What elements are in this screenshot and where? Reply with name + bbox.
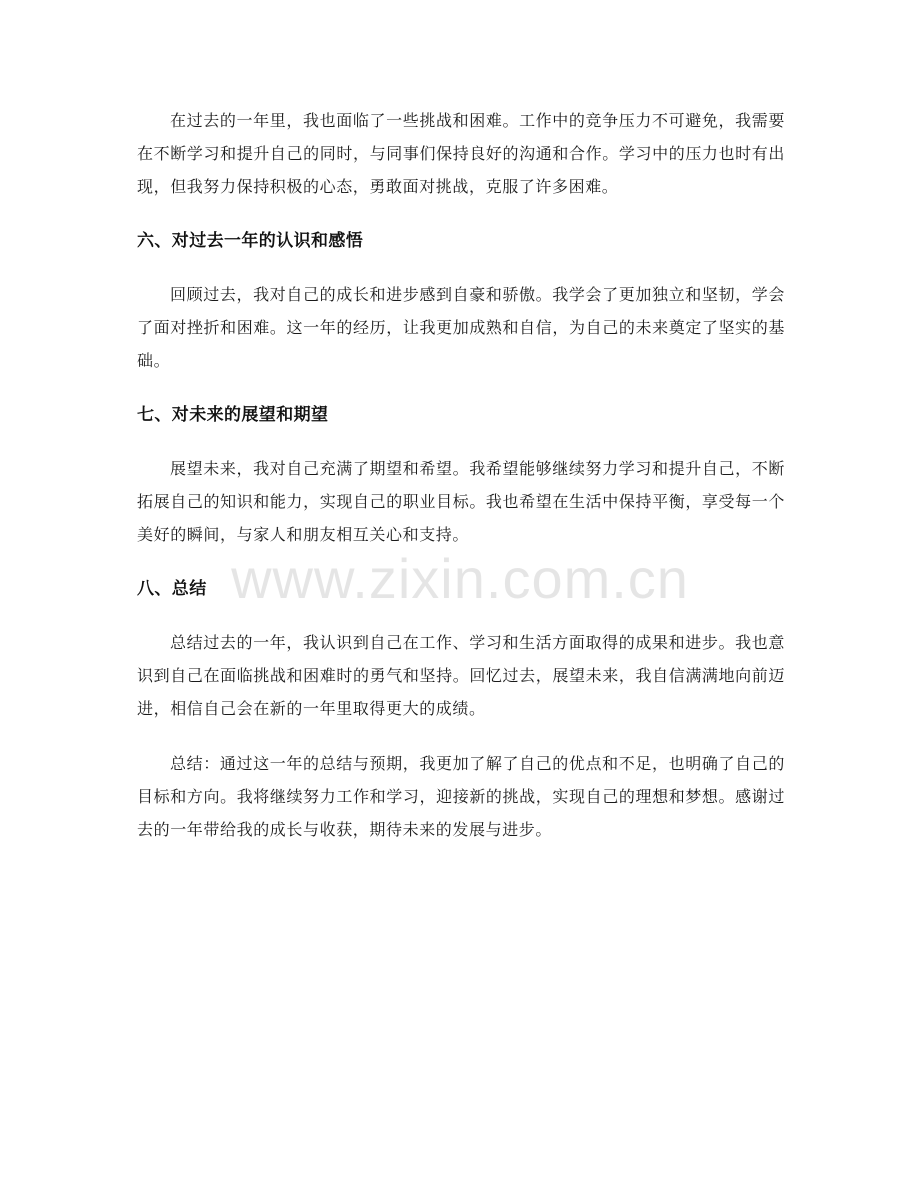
- watermark-text: www.zixin.com.cn: [231, 547, 689, 610]
- section-heading-6: 六、对过去一年的认识和感悟: [137, 231, 364, 251]
- section-heading-7: 七、对未来的展望和期望: [137, 405, 329, 425]
- section-heading-8: 八、总结: [137, 579, 207, 599]
- spacer: [137, 432, 785, 452]
- paragraph-outlook: 展望未来，我对自己充满了期望和希望。我希望能够继续努力学习和提升自己，不断拓展自己的知识和能力，实现自己的职业目标。我也希望在生活中保持平衡，享受每一个美好的瞬间，与家人和朋友相互关心和支持。: [137, 459, 785, 544]
- spacer: [137, 551, 785, 573]
- paragraph-conclusion: 总结：通过这一年的总结与预期，我更加了解了自己的优点和不足，也明确了自己的目标和方向。我将继续努力工作和学习，迎接新的挑战，实现自己的理想和梦想。感谢过去的一年带给我的成长与收获，期待未来的发展与进步。: [137, 754, 785, 839]
- spacer: [137, 203, 785, 225]
- paragraph-reflection: 回顾过去，我对自己的成长和进步感到自豪和骄傲。我学会了更加独立和坚韧，学会了面对挫折和困难。这一年的经历，让我更加成熟和自信，为自己的未来奠定了坚实的基础。: [137, 285, 785, 370]
- spacer: [137, 606, 785, 626]
- spacer: [137, 725, 785, 747]
- spacer: [137, 377, 785, 399]
- paragraph-challenges: 在过去的一年里，我也面临了一些挑战和困难。工作中的竞争压力不可避免，我需要在不断学习和提升自己的同时，与同事们保持良好的沟通和合作。学习中的压力也时有出现，但我努力保持积极的心态，勇敢面对挑战，克服了许多困难。: [137, 111, 785, 196]
- paragraph-summary: 总结过去的一年，我认识到自己在工作、学习和生活方面取得的成果和进步。我也意识到自己在面临挑战和困难时的勇气和坚持。回忆过去，展望未来，我自信满满地向前迈进，相信自己会在新的一年里取得更大的成绩。: [137, 633, 785, 718]
- document-body: [137, 104, 785, 846]
- spacer: [137, 258, 785, 278]
